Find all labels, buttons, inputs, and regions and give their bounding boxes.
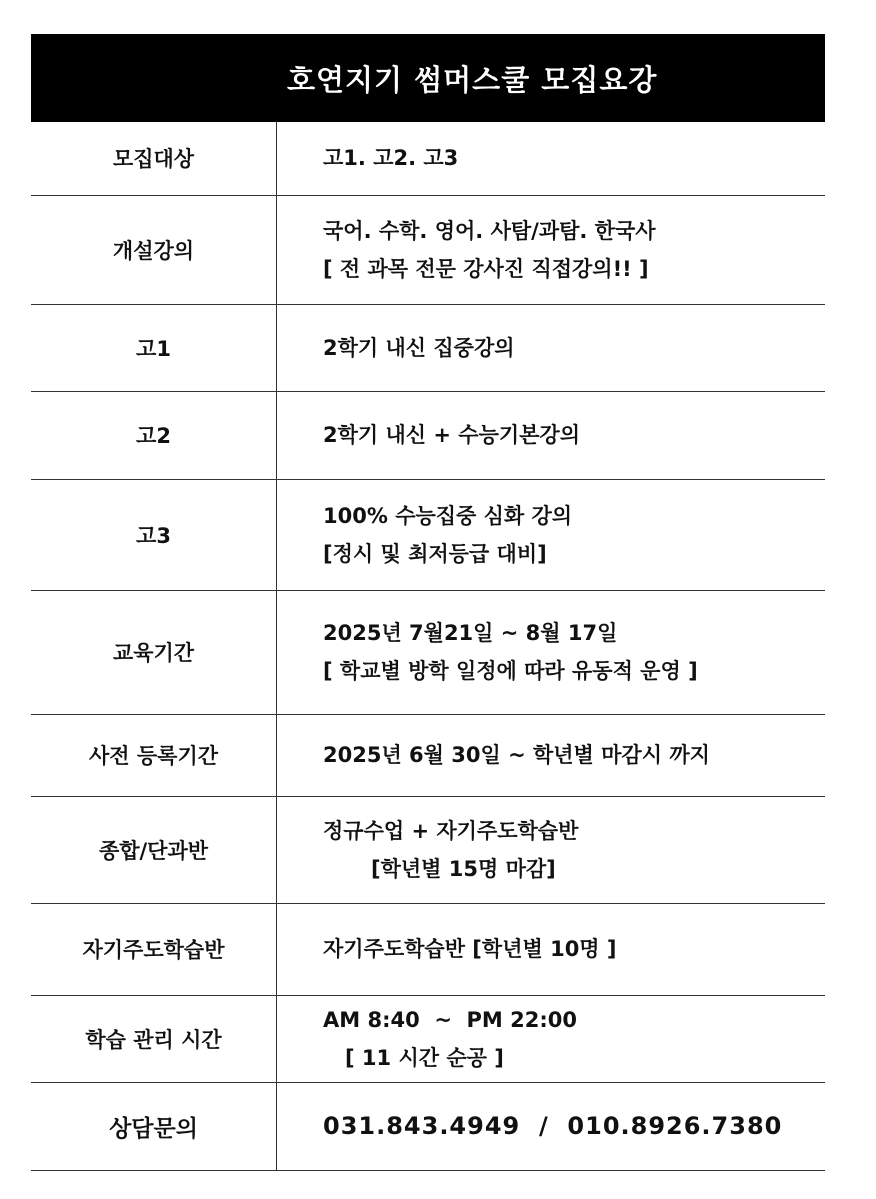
- value-line: 2025년 6월 30일 ~ 학년별 마감시 까지: [323, 743, 710, 767]
- row-value: [277, 995, 826, 1082]
- value-line: 2025년 7월21일 ~ 8월 17일: [323, 621, 618, 645]
- row-label: 모집대상: [31, 122, 277, 195]
- recruitment-table: [31, 122, 825, 1171]
- table-row: [31, 714, 825, 796]
- row-label: 고3: [31, 479, 277, 590]
- row-value: [277, 714, 826, 796]
- value-line: [ 학교별 방학 일정에 따라 유동적 운영 ]: [323, 659, 698, 683]
- value-line: 자기주도학습반 [학년별 10명 ]: [323, 937, 617, 961]
- row-value: [277, 1082, 826, 1170]
- table-row: [31, 796, 825, 903]
- row-label: 종합/단과반: [31, 796, 277, 903]
- table-row: [31, 479, 825, 590]
- value-line: 국어. 수학. 영어. 사탐/과탐. 한국사: [323, 218, 656, 243]
- page-title: 호연지기 썸머스쿨 모집요강: [287, 62, 658, 97]
- value-line: [ 11 시간 순공 ]: [345, 1045, 504, 1070]
- table-row: [31, 391, 825, 479]
- row-value: [277, 122, 826, 195]
- value-line: 정규수업 + 자기주도학습반: [323, 818, 579, 843]
- row-label: 학습 관리 시간: [31, 995, 277, 1082]
- table-row: [31, 995, 825, 1082]
- row-value: [277, 195, 826, 304]
- header-banner: [31, 34, 825, 122]
- value-line: 2학기 내신 집중강의: [323, 335, 515, 360]
- table-row: [31, 122, 825, 195]
- table-row: [31, 195, 825, 304]
- table-row: [31, 590, 825, 714]
- value-line: AM 8:40 ~ PM 22:00: [323, 1007, 577, 1032]
- row-value: [277, 796, 826, 903]
- row-value: [277, 903, 826, 995]
- value-line: 2학기 내신 + 수능기본강의: [323, 423, 580, 447]
- row-label: 상담문의: [31, 1082, 277, 1170]
- row-value: [277, 391, 826, 479]
- value-line: [ 전 과목 전문 강사진 직접강의!! ]: [323, 256, 649, 281]
- row-label: 교육기간: [31, 590, 277, 714]
- contact-phone: 031.843.4949 / 010.8926.7380: [323, 1112, 783, 1140]
- table-row: [31, 1082, 825, 1170]
- row-label: 개설강의: [31, 195, 277, 304]
- row-value: [277, 304, 826, 391]
- table-row: [31, 304, 825, 391]
- row-label: 사전 등록기간: [31, 714, 277, 796]
- row-label: 고2: [31, 391, 277, 479]
- value-line: [정시 및 최저등급 대비]: [323, 541, 547, 566]
- row-value: [277, 479, 826, 590]
- row-label: 고1: [31, 304, 277, 391]
- value-line: 고1. 고2. 고3: [323, 146, 459, 171]
- row-label: 자기주도학습반: [31, 903, 277, 995]
- value-line: [학년별 15명 마감]: [371, 856, 556, 881]
- value-line: 100% 수능집중 심화 강의: [323, 503, 573, 528]
- table-row: [31, 903, 825, 995]
- row-value: [277, 590, 826, 714]
